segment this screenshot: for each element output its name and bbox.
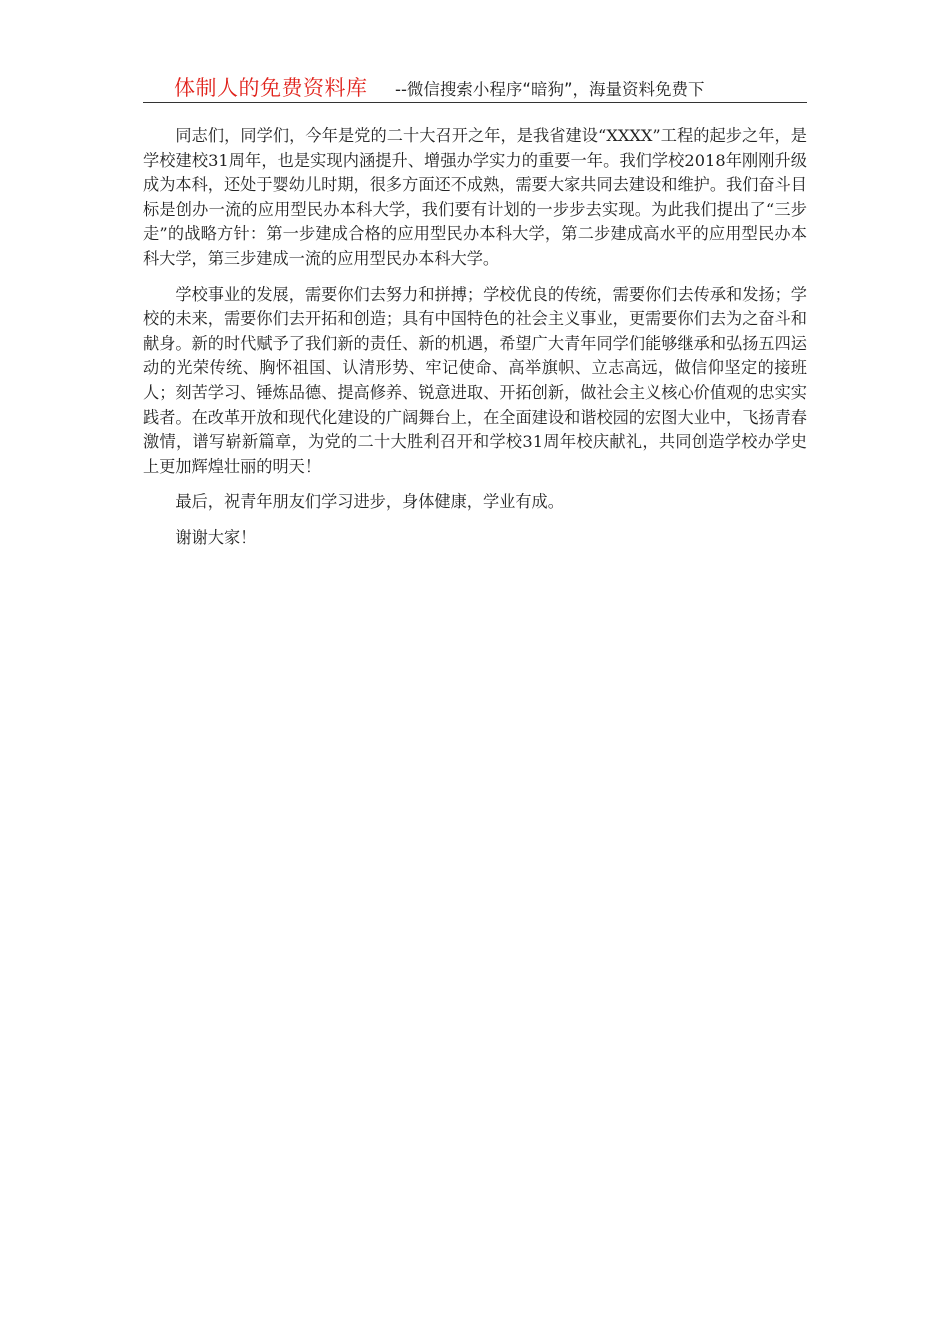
page-header: [143, 72, 807, 103]
header-subtitle: --微信搜索小程序“暗狗”，海量资料免费下: [395, 80, 705, 99]
paragraph-opening: 同志们，同学们，今年是党的二十大召开之年，是我省建设“XXXX”工程的起步之年，是学校建校31周年，也是实现内涵提升、增强办学实力的重要一年。我们学校2018年刚刚升级成为本科，还处于婴幼儿时期，很多方面还不成熟，需要大家共同去建设和维护。我们奋斗目标是创办一流的应用型民办本科大学，我们要有计划的一步步去实现。为此我们提出了“三步走”的战略方针：第一步建成合格的应用型民办本科大学，第二步建成高水平的应用型民办本科大学，第三步建成一流的应用型民办本科大学。: [143, 126, 807, 268]
header-brand-title: 体制人的免费资料库: [174, 76, 368, 100]
paragraph-wishes: 最后，祝青年朋友们学习进步，身体健康，学业有成。: [175, 492, 564, 512]
paragraph-expectations: 学校事业的发展，需要你们去努力和拼搏；学校优良的传统，需要你们去传承和发扬；学校的未来，需要你们去开拓和创造；具有中国特色的社会主义事业，更需要你们去为之奋斗和献身。新的时代赋予了我们新的责任、新的机遇，希望广大青年同学们能够继承和弘扬五四运动的光荣传统、胸怀祖国、认清形势、牢记使命、高举旗帜、立志高远，做信仰坚定的接班人；刻苦学习、锤炼品德、提高修养、锐意进取、开拓创新，做社会主义核心价值观的忠实实践者。在改革开放和现代化建设的广阔舞台上，在全面建设和谐校园的宏图大业中，飞扬青春激情，谱写崭新篇章，为党的二十大胜利召开和学校31周年校庆献礼，共同创造学校办学史上更加辉煌壮丽的明天！: [143, 284, 807, 476]
document-body: [143, 124, 807, 562]
paragraph-thanks: 谢谢大家！: [175, 527, 257, 547]
